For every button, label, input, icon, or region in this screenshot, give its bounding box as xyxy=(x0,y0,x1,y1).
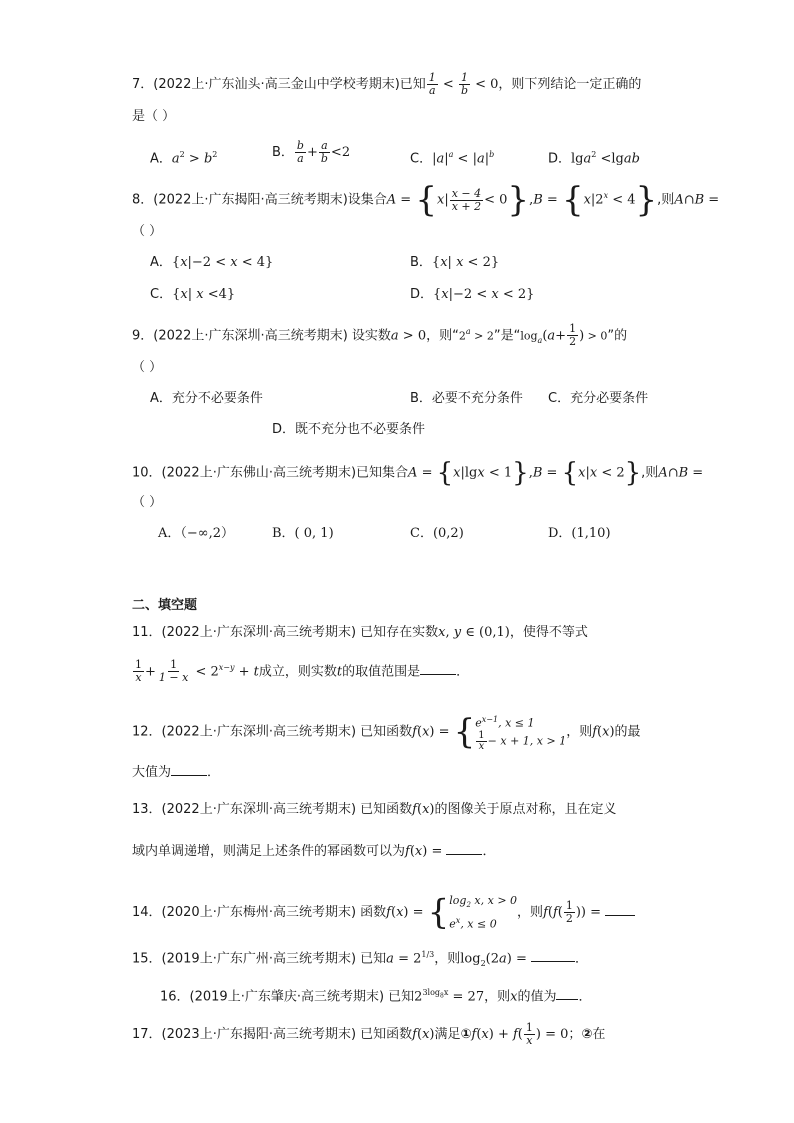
q8-option-c[interactable]: C．{x| x <4} xyxy=(150,287,236,302)
question-8: 8．(2022上·广东揭阳·高三统考期末)设集合A = {x| $\frac{x - 4}{x + 2}$ < $0\},B = \{x|2^x < 4\}$,则A∩B = xyxy=(132,180,720,220)
q9-stem-end: ”的 xyxy=(607,328,628,344)
q16-stem: 16．(2019上·广东肇庆·高三统考期末) 已知 xyxy=(160,989,415,1005)
q13-stem: 13．(2022上·广东深圳·高三统考期末) 已知函数 xyxy=(132,802,413,817)
q9-stem: 9．(2022上·广东深圳·高三统考期末) 设实数 xyxy=(132,328,391,344)
question-11: 11．(2022上·广东深圳·高三统考期末) 已知存在实数x, y ∈ (0,1)，使得不等式 xyxy=(132,625,588,640)
q7-option-a[interactable]: A．$a^2 > b^2$ xyxy=(150,150,218,167)
q11-answer-blank[interactable] xyxy=(420,662,456,675)
question-17: 17．(2023上·广东揭阳·高三统考期末) 已知函数f(x)满足①f(x) + f( $\frac{1}{x}$ ) = 0；②在 xyxy=(132,1021,606,1047)
q14-answer-blank[interactable] xyxy=(605,903,635,916)
q10-option-a[interactable]: A．（−∞,2） xyxy=(158,526,235,541)
q8-option-b[interactable]: B．{x| x < 2} xyxy=(410,255,500,270)
q13-answer-blank[interactable] xyxy=(446,842,482,855)
q10-line2: （ ） xyxy=(132,495,163,510)
q7-option-b[interactable]: B． $\frac{b}{a}$ + $\frac{a}{b}$ <2 xyxy=(272,139,351,165)
q17-stem: 17．(2023上·广东揭阳·高三统考期末) 已知函数 xyxy=(132,1027,413,1042)
circled-one: ① xyxy=(460,1027,472,1042)
q8-option-a[interactable]: A．{x|−2 < x < 4} xyxy=(150,255,274,270)
q14-stem: 14．(2020上·广东梅州·高三统考期末) 函数 xyxy=(132,904,387,920)
q12-answer-blank[interactable] xyxy=(171,763,207,776)
q7-frac-1b: $\frac{1}{b}$ xyxy=(460,71,468,97)
q9-option-a[interactable]: A．充分不必要条件 xyxy=(150,391,263,406)
q9-option-b[interactable]: B．必要不充分条件 xyxy=(410,391,523,406)
question-16: 16．(2019上·广东肇庆·高三统考期末) 已知$2^{3log_8x} = 27$，则x的值为 ． xyxy=(160,988,592,1005)
q10-option-c[interactable]: C．(0,2) xyxy=(410,526,464,541)
q9-option-d[interactable]: D．既不充分也不必要条件 xyxy=(272,422,426,437)
q11-line2: $\frac{1}{x}$ + $\frac{1}{1 - x}$ < $2^{x-y} + t$成立，则实数t的取值范围是 ． xyxy=(135,658,470,685)
q7-line2: 是（ ） xyxy=(132,109,176,124)
q12-stem-end: ，则 xyxy=(566,724,593,740)
q11-stem-end: ，使得不等式 xyxy=(509,625,588,640)
q16-answer-blank[interactable] xyxy=(556,987,578,1000)
q15-stem: 15．(2019上·广东广州·高三统考期末) 已知 xyxy=(132,951,387,967)
circled-two: ② xyxy=(581,1027,593,1042)
q8-stem-end: ,则 xyxy=(657,192,675,208)
q15-answer-blank[interactable] xyxy=(531,949,575,962)
question-10: 10．(2022上·广东佛山·高三统考期末)已知集合A = {x|lgx < 1},B = {x|x < 2},则A∩B = xyxy=(132,458,704,488)
q7-stem-end: ，则下列结论一定正确的 xyxy=(498,77,642,92)
q7-option-d[interactable]: D．lga$^2$ <lgab xyxy=(548,150,640,167)
question-14: 14．(2020上·广东梅州·高三统考期末) 函数f(x) = { $\log_2 x$, x > 0 $e^x$, x ≤ 0 ，则f(f( $\frac{1}{2}$ )) = xyxy=(132,893,662,932)
q8-stem: 8．(2022上·广东揭阳·高三统考期末)设集合 xyxy=(132,192,387,208)
q7-option-c[interactable]: C．$|a|^a < |a|^b$ xyxy=(410,150,495,167)
question-9: 9．(2022上·广东深圳·高三统考期末) 设实数a > 0，则“$2^a > 2$”是“$\log_a(a+$ $\frac{1}{2}$ ) > 0”的 xyxy=(132,322,628,349)
question-15: 15．(2019上·广东广州·高三统考期末) 已知$a = 2^{1/3}$，则$\log_2(2a)$ = ． xyxy=(132,950,589,968)
section-title-fill-in: 二、填空题 xyxy=(132,598,198,613)
q11-stem: 11．(2022上·广东深圳·高三统考期末) 已知存在实数 xyxy=(132,625,439,640)
q13-line2: 域内单调递增，则满足上述条件的幂函数可以为f(x) = ． xyxy=(132,844,496,859)
q10-option-b[interactable]: B．( 0, 1) xyxy=(272,526,334,541)
q10-option-d[interactable]: D．(1,10) xyxy=(548,526,611,541)
q9-option-c[interactable]: C．充分必要条件 xyxy=(548,391,649,406)
q12-stem: 12．(2022上·广东深圳·高三统考期末) 已知函数 xyxy=(132,724,413,740)
question-13: 13．(2022上·广东深圳·高三统考期末) 已知函数f(x)的图像关于原点对称，且在定义 xyxy=(132,802,617,817)
q10-stem: 10．(2022上·广东佛山·高三统考期末)已知集合 xyxy=(132,465,409,481)
question-7: 7．(2022上·广东汕头·高三金山中学校考期末)已知 $\frac{1}{a}$ < $\frac{1}{b}$ < 0，则下列结论一定正确的 xyxy=(132,71,642,97)
q9-stem-mid: ，则“ xyxy=(426,328,459,344)
q9-line2: （ ） xyxy=(132,360,163,375)
q8-line2: （ ） xyxy=(132,224,163,239)
q9-stem-mid2: ”是“ xyxy=(493,328,521,344)
question-12: 12．(2022上·广东深圳·高三统考期末) 已知函数f(x) = { $e^{x-1}$, x ≤ 1 $\frac{1}{x}$ − x + 1, x > 1 ，则f(x)的最 xyxy=(132,711,641,752)
q7-frac-1a: $\frac{1}{a}$ xyxy=(428,71,436,97)
q8-option-d[interactable]: D．{x|−2 < x < 2} xyxy=(410,287,535,302)
q10-stem-end: ,则 xyxy=(641,465,659,481)
q12-line2: 大值为 ． xyxy=(132,765,221,780)
q7-stem: 7．(2022上·广东汕头·高三金山中学校考期末)已知 xyxy=(132,77,426,92)
